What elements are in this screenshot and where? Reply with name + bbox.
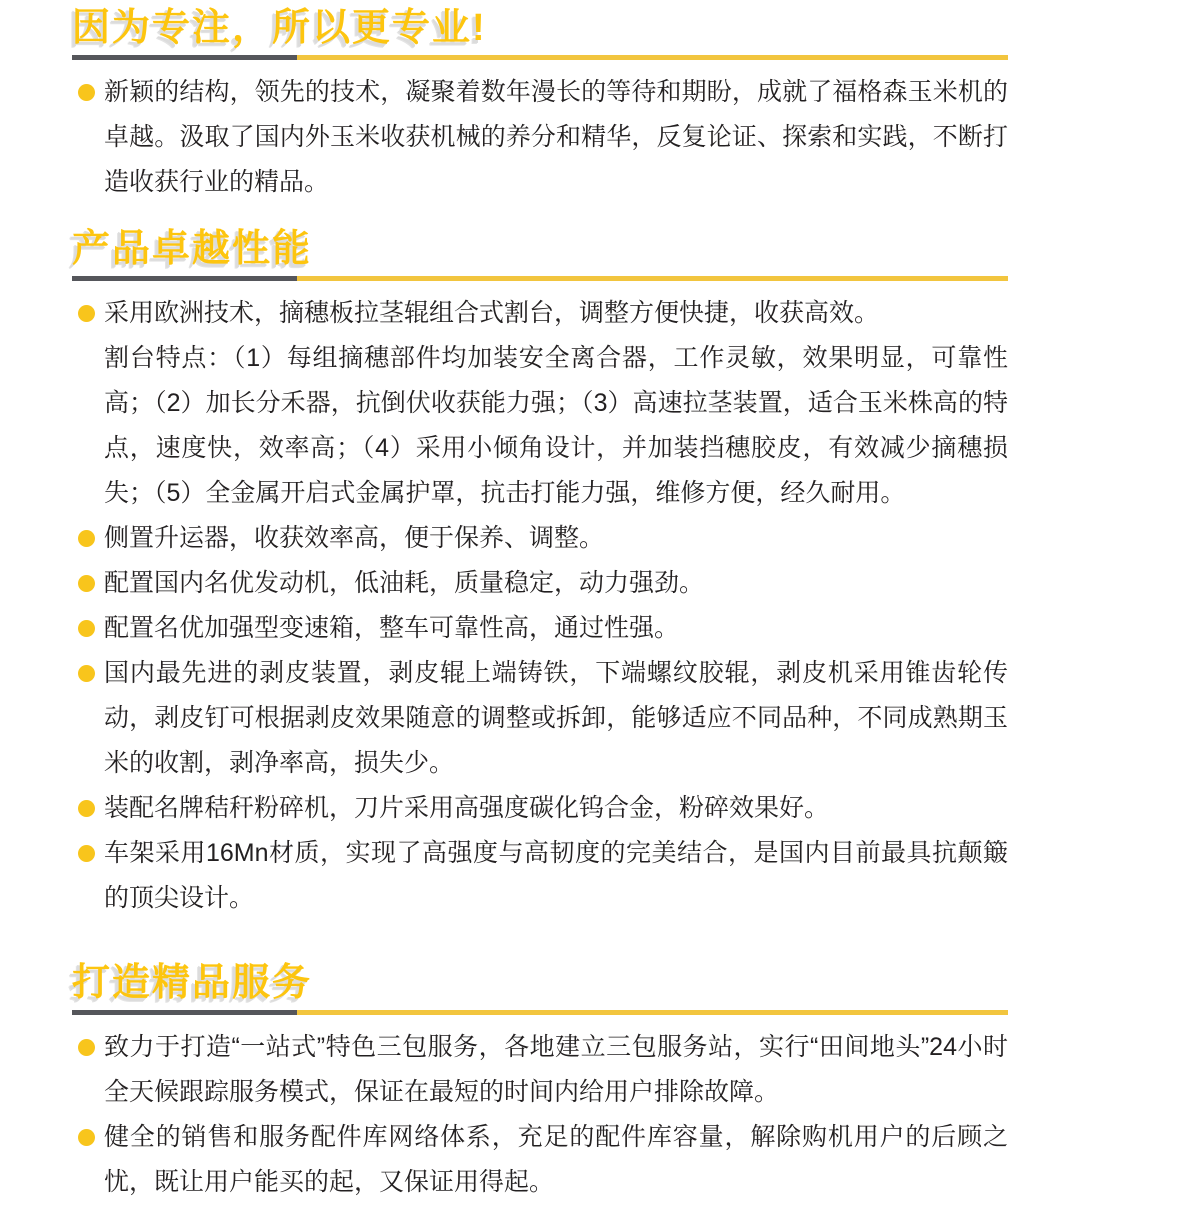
bullet-dot-icon xyxy=(78,665,95,682)
list-item xyxy=(72,70,1008,205)
text-line: 采用欧洲技术，摘穗板拉茎辊组合式割台，调整方便快捷，收获高效。 xyxy=(104,299,880,327)
bullet-dot-icon xyxy=(78,1039,95,1056)
title-underline xyxy=(72,55,1008,60)
bullet-list xyxy=(72,1025,1008,1205)
text-line: 致力于打造“一站式”特色三包服务，各地建立三包服务站，实行“田间地头”24小时全天候跟踪服务模式，保证在最短的时间内给用户排除故障。 xyxy=(104,1033,1008,1106)
underline-dark-segment xyxy=(72,1010,297,1015)
list-item-text xyxy=(104,1025,1008,1115)
title-underline xyxy=(72,1010,1008,1015)
section-1 xyxy=(72,227,1008,921)
list-item-text xyxy=(104,70,1008,205)
bullet-dot-icon xyxy=(78,84,95,101)
text-line: 健全的销售和服务配件库网络体系，充足的配件库容量，解除购机用户的后顾之忧，既让用户能买的起，又保证用得起。 xyxy=(104,1123,1008,1196)
bullet-list xyxy=(72,70,1008,205)
text-line: 割台特点：（1）每组摘穗部件均加装安全离合器，工作灵敏，效果明显，可靠性高；（2）加长分禾器，抗倒伏收获能力强；（3）高速拉茎装置，适合玉米株高的特点，速度快，效率高；（4）采用小倾角设计，并加装挡穗胶皮，有效减少摘穗损失；（5）全金属开启式金属护罩，抗击打能力强，维修方便，经久耐用。 xyxy=(104,344,1008,507)
underline-dark-segment xyxy=(72,276,297,281)
list-item xyxy=(72,1115,1008,1205)
text-line: 国内最先进的剥皮装置，剥皮辊上端铸铁，下端螺纹胶辊，剥皮机采用锥齿轮传动，剥皮钉可根据剥皮效果随意的调整或拆卸，能够适应不同品种，不同成熟期玉米的收割，剥净率高，损失少。 xyxy=(104,659,1008,777)
underline-yellow-segment xyxy=(297,1010,1008,1015)
list-item-text xyxy=(104,561,1008,606)
text-line: 配置名优加强型变速箱，整车可靠性高，通过性强。 xyxy=(104,614,680,642)
text-line: 配置国内名优发动机，低油耗，质量稳定，动力强劲。 xyxy=(104,569,705,597)
list-item xyxy=(72,786,1008,831)
text-line: 新颖的结构，领先的技术，凝聚着数年漫长的等待和期盼，成就了福格森玉米机的卓越。汲取了国内外玉米收获机械的养分和精华，反复论证、探索和实践，不断打造收获行业的精品。 xyxy=(104,78,1008,196)
list-item xyxy=(72,1025,1008,1115)
bullet-dot-icon xyxy=(78,800,95,817)
list-item xyxy=(72,291,1008,516)
section-title: 因为专注，所以更专业! xyxy=(72,7,487,49)
section-0 xyxy=(72,6,1008,205)
list-item xyxy=(72,561,1008,606)
bullet-dot-icon xyxy=(78,305,95,322)
list-item-text xyxy=(104,1115,1008,1205)
text-line: 侧置升运器，收获效率高，便于保养、调整。 xyxy=(104,524,605,552)
list-item-text xyxy=(104,651,1008,786)
text-line: 装配名牌秸秆粉碎机，刀片采用高强度碳化钨合金，粉碎效果好。 xyxy=(104,794,830,822)
bullet-dot-icon xyxy=(78,530,95,547)
list-item xyxy=(72,516,1008,561)
underline-dark-segment xyxy=(72,55,297,60)
bullet-dot-icon xyxy=(78,575,95,592)
list-item-text xyxy=(104,786,1008,831)
list-item xyxy=(72,606,1008,651)
bullet-list xyxy=(72,291,1008,921)
underline-yellow-segment xyxy=(297,276,1008,281)
list-item xyxy=(72,651,1008,786)
bullet-dot-icon xyxy=(78,845,95,862)
content xyxy=(72,6,1008,1205)
list-item-text xyxy=(104,516,1008,561)
list-item xyxy=(72,831,1008,921)
section-title: 产品卓越性能 xyxy=(72,228,313,270)
section-2 xyxy=(72,961,1008,1205)
underline-yellow-segment xyxy=(297,55,1008,60)
list-item-text xyxy=(104,831,1008,921)
list-item-text xyxy=(104,291,1008,516)
text-line: 车架采用16Mn材质，实现了高强度与高韧度的完美结合，是国内目前最具抗颠簸的顶尖设计。 xyxy=(104,839,1008,912)
title-underline xyxy=(72,276,1008,281)
bullet-dot-icon xyxy=(78,620,95,637)
list-item-text xyxy=(104,606,1008,651)
bullet-dot-icon xyxy=(78,1129,95,1146)
section-title: 打造精品服务 xyxy=(72,962,313,1004)
